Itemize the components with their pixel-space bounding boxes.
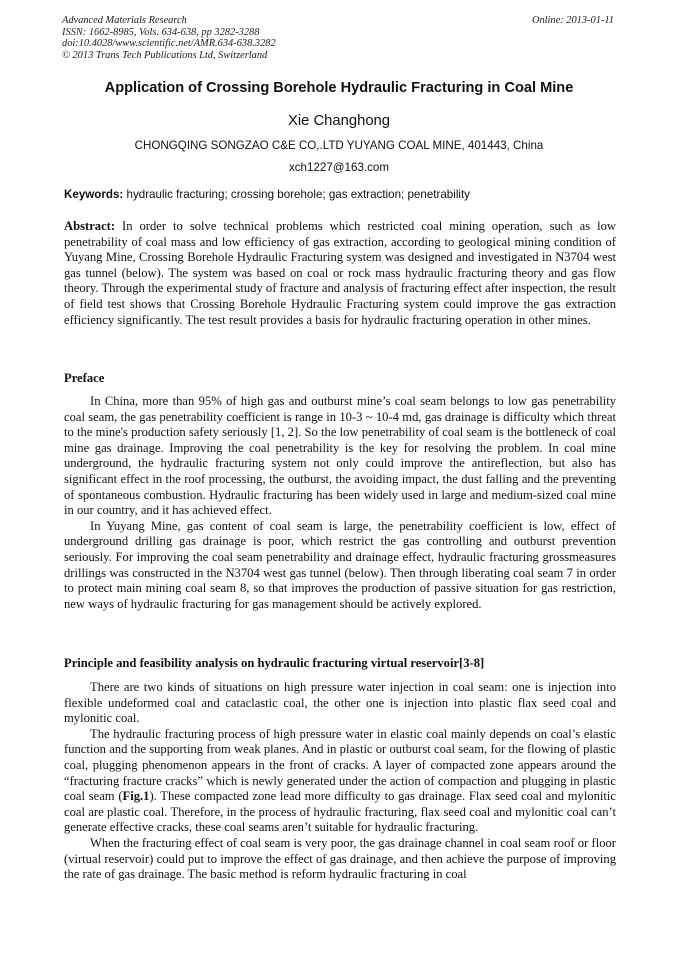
- section-heading-preface: Preface: [64, 371, 105, 385]
- online-date: Online: 2013-01-11: [531, 15, 614, 26]
- author-affiliation: CHONGQING SONGZAO C&E CO,.LTD YUYANG COAL MINE, 401443, China: [134, 139, 544, 152]
- journal-header: [62, 15, 276, 61]
- abstract-label: Abstract:: [64, 219, 116, 233]
- section-heading-principle: Principle and feasibility analysis on hydraulic fracturing virtual reservoir[3-8]: [64, 656, 485, 670]
- abstract-text: In order to solve technical problems which restricted coal mining operation, such as low penetrability of coal mass and low efficiency of gas extraction, according to geological mining condition of Yuyang Mine, Crossing Borehole Hydraulic Fracturing system was designed and investigated in N3704 west gas tunnel (below). The system was based on coal or rock mass hydraulic fracturing theory and gas flow theory. Through the experimental study of fracture and analysis of fracturing effect after inspection, the result of field test shows that Crossing Borehole Hydraulic Fracturing system could improve the gas extraction efficiency significantly. The test result provides a basis for hydraulic fracturing operation in other mines.: [64, 219, 616, 327]
- paragraph: There are two kinds of situations on high pressure water injection in coal seam: one is injection into flexible undeformed coal and cataclastic coal, the other one is injection into plastic flax seed coal and mylonitic coal.: [64, 680, 616, 726]
- journal-name: Advanced Materials Research: [62, 15, 187, 26]
- figure-reference[interactable]: Fig.1: [122, 789, 150, 804]
- abstract: [64, 219, 616, 328]
- paragraph: In Yuyang Mine, gas content of coal seam is large, the penetrability coefficient is low, effect of underground drilling gas drainage is poor, which restrict the gas controlling and outburst prevention seriously. For improving the coal seam penetrability and drainage effect, hydraulic fracturing grossmeasures drillings was constructed in the N3704 west gas tunnel (below). Then through liberating coal seam 7 in order to protect main mining coal seam 8, so that improves the production of passive situation for gas restriction, new ways of hydraulic fracturing for gas management should be actively explored.: [64, 518, 616, 611]
- paragraph: The hydraulic fracturing process of high pressure water in elastic coal mainly depends on coal’s elastic function and the supporting from weak planes. And in plastic or outburst coal seam, for the flowing of plastic coal, plugging phenomenon appears in the front of cracks. A layer of compacted zone appears around the “fracturing fracture cracks” which is newly generated under the action of compaction and plugging in plastic coal seam (Fig.1). These compacted zone lead more difficulty to gas drainage. Flax seed coal and mylonitic coal are plastic coal. Therefore, in the process of hydraulic fracturing, flax seed coal and mylonitic coal can’t generate effective cracks, these coal seams aren’t suitable for hydraulic fracturing.: [64, 726, 616, 835]
- keywords-label: Keywords:: [64, 188, 124, 201]
- author-email: xch1227@163.com: [288, 161, 390, 174]
- issn-line: ISSN: 1662-8985, Vols. 634-638, pp 3282-3288: [62, 26, 260, 38]
- paper-title: Application of Crossing Borehole Hydraulic Fracturing in Coal Mine: [104, 80, 574, 96]
- keywords-text: hydraulic fracturing; crossing borehole; gas extraction; penetrability: [123, 188, 470, 201]
- paragraph: In China, more than 95% of high gas and outburst mine’s coal seam belongs to low gas penetrability coal seam, the gas penetrability coefficient is range in 10-3 ~ 10-4 md, gas drainage is difficulty which threat to the mine's production safety seriously [1, 2]. So the low penetrability of coal seam is the bottleneck of coal mine gas drainage. Improving the coal penetrability is the key for resolving the problem. In coal mine underground, the hydraulic fracturing system not only could improve the antireflection, but also has significant effect in the roof processing, the outburst, the avoiding impact, the dust falling and the preventing of spontaneous combustion. Hydraulic fracturing has been widely used in large and medium-sized coal mine in our country, and it has achieved effect.: [64, 394, 616, 518]
- keywords: [64, 188, 616, 201]
- preface-body: [64, 394, 616, 612]
- principle-body: [64, 680, 616, 883]
- doi-line: doi:10.4028/www.scientific.net/AMR.634-638.3282: [62, 38, 276, 49]
- author-name: Xie Changhong: [287, 113, 391, 129]
- paragraph: When the fracturing effect of coal seam is very poor, the gas drainage channel in coal seam roof or floor (virtual reservoir) could put to improve the effect of gas drainage, and then achieve the purpose of improving the rate of gas drainage. The basic method is reform hydraulic fracturing in coal: [64, 835, 616, 882]
- copyright-line: © 2013 Trans Tech Publications Ltd, Switzerland: [62, 49, 268, 61]
